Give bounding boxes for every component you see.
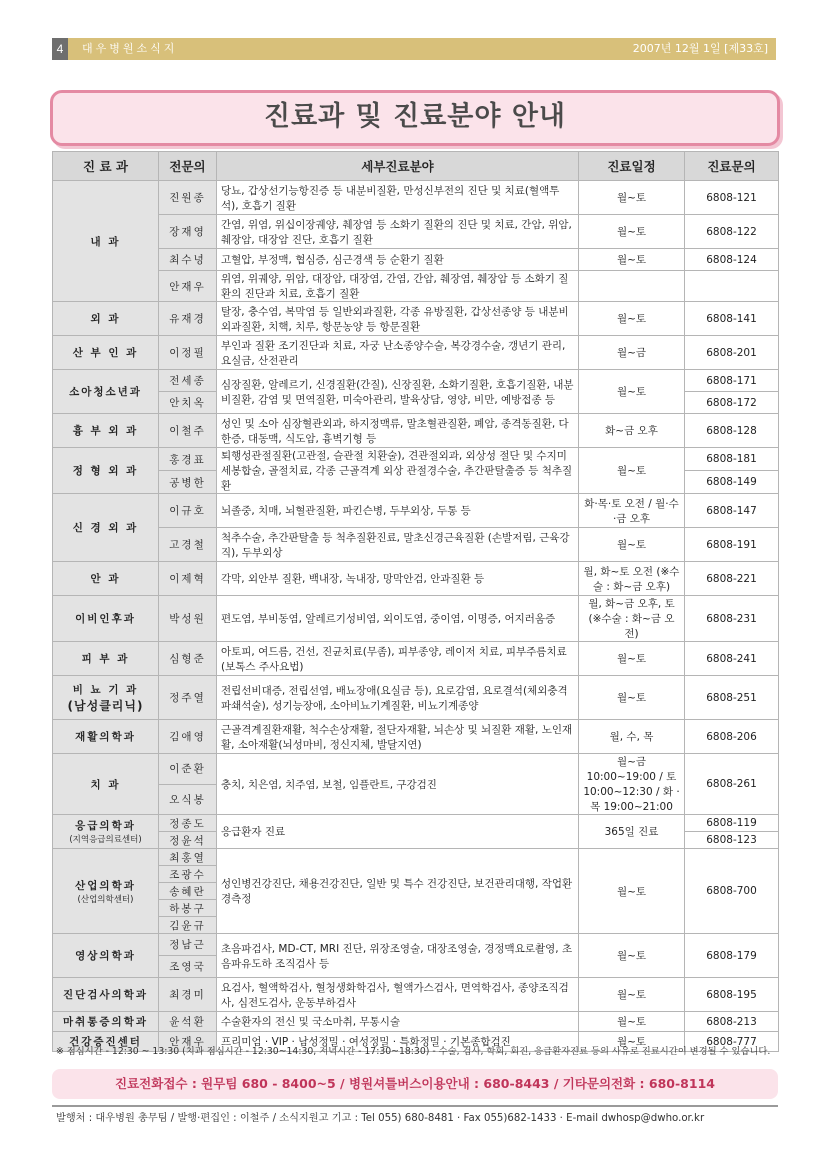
field-cell: 퇴행성관절질환(고관절, 슬관절 치환술), 견관절외과, 외상성 절단 및 수지미세봉합술, 골절치료, 각종 근골격계 외상 관절경수술, 추간판탈출증 등 척추질환 bbox=[217, 448, 579, 494]
phone-cell: 6808-206 bbox=[685, 720, 779, 754]
department-name bbox=[53, 336, 159, 370]
department-label: 치 과 bbox=[90, 778, 121, 791]
doctor-name: 안재우 bbox=[159, 1032, 217, 1052]
department-sublabel: (산업의학센터) bbox=[77, 894, 134, 905]
doctor-name: 정남근 bbox=[159, 934, 217, 956]
phone-cell: 6808-213 bbox=[685, 1012, 779, 1032]
header-doctor: 전문의 bbox=[159, 152, 217, 181]
field-cell: 편도염, 부비동염, 알레르기성비염, 외이도염, 중이염, 이명증, 어지러움증 bbox=[217, 596, 579, 642]
doctor-name: 조광수 bbox=[159, 866, 217, 883]
doctor-name: 안재우 bbox=[159, 271, 217, 302]
phone-cell: 6808-777 bbox=[685, 1032, 779, 1052]
doctor-name: 이정필 bbox=[159, 336, 217, 370]
schedule-cell: 월~토 bbox=[579, 370, 685, 414]
schedule-cell: 화~금 오후 bbox=[579, 414, 685, 448]
doctor-name: 공병한 bbox=[159, 471, 217, 494]
phone-cell: 6808-171 bbox=[685, 370, 779, 392]
page-title: 진료과 및 진료분야 안내 bbox=[263, 101, 567, 132]
phone-cell: 6808-122 bbox=[685, 215, 779, 249]
department-label: 피 부 과 bbox=[81, 653, 130, 665]
field-cell: 수술환자의 전신 및 국소마취, 무통시술 bbox=[217, 1012, 579, 1032]
schedule-cell: 월~토 bbox=[579, 642, 685, 676]
department-name bbox=[53, 642, 159, 676]
field-cell: 전립선비대증, 전립선염, 배뇨장애(요실금 등), 요로감염, 요로결석(체외충격파쇄석술), 성기능장애, 소아비뇨기계질환, 비뇨기계종양 bbox=[217, 676, 579, 720]
department-label: 진단검사의학과 bbox=[62, 989, 148, 1001]
schedule-cell: 월~토 bbox=[579, 1012, 685, 1032]
doctor-name: 송혜란 bbox=[159, 883, 217, 900]
doctor-name: 최홍열 bbox=[159, 849, 217, 866]
table-row bbox=[53, 302, 779, 336]
phone-cell: 6808-231 bbox=[685, 596, 779, 642]
field-cell: 요검사, 혈액학검사, 혈청생화학검사, 혈액가스검사, 면역학검사, 종양조직검사, 심전도검사, 운동부하검사 bbox=[217, 978, 579, 1012]
field-cell: 부인과 질환 조기진단과 치료, 자궁 난소종양수술, 복강경수술, 갱년기 관리, 요실금, 산전관리 bbox=[217, 336, 579, 370]
page-header bbox=[52, 38, 776, 60]
department-sublabel: (남성클리닉) bbox=[67, 698, 144, 713]
schedule-cell: 월, 화~금 오후, 토 (※수술 : 화~금 오전) bbox=[579, 596, 685, 642]
department-name bbox=[53, 494, 159, 562]
field-cell: 위염, 위궤양, 위암, 대장암, 대장염, 간염, 간암, 췌장염, 췌장암 등 소화기 질환의 진단과 치료, 호흡기 질환 bbox=[217, 271, 579, 302]
doctor-name: 박성원 bbox=[159, 596, 217, 642]
header-department: 진 료 과 bbox=[53, 152, 159, 181]
department-name bbox=[53, 448, 159, 494]
schedule-cell: 월~토 bbox=[579, 978, 685, 1012]
phone-cell: 6808-261 bbox=[685, 754, 779, 815]
department-label: 영상의학과 bbox=[75, 950, 136, 962]
publisher-footer: 발행처 : 대우병원 총무팀 / 발행·편집인 : 이철주 / 소식지원고 기고 : Tel 055) 680-8481 · Fax 055)682-1433 · E-mail dwhosp@dwho.or.kr bbox=[56, 1113, 705, 1124]
doctor-name: 김윤규 bbox=[159, 917, 217, 934]
table-row bbox=[53, 934, 779, 956]
phone-cell bbox=[685, 271, 779, 302]
field-cell: 초음파검사, MD-CT, MRI 진단, 위장조영술, 대장조영술, 경정맥요로촬영, 초음파유도하 조직검사 등 bbox=[217, 934, 579, 978]
department-name bbox=[53, 370, 159, 414]
doctor-name: 유재경 bbox=[159, 302, 217, 336]
doctor-name: 오식봉 bbox=[159, 784, 217, 815]
department-label: 응급의학과 bbox=[75, 820, 136, 832]
schedule-cell: 월~토 bbox=[579, 1032, 685, 1052]
doctor-name: 장재영 bbox=[159, 215, 217, 249]
doctor-name: 정윤석 bbox=[159, 832, 217, 849]
phone-cell: 6808-149 bbox=[685, 471, 779, 494]
table-row bbox=[53, 494, 779, 528]
schedule-cell: 월~토 bbox=[579, 302, 685, 336]
phone-cell: 6808-119 bbox=[685, 815, 779, 832]
schedule-cell: 월~토 bbox=[579, 215, 685, 249]
table-row bbox=[53, 271, 779, 302]
schedule-cell: 월~토 bbox=[579, 849, 685, 934]
phone-cell: 6808-201 bbox=[685, 336, 779, 370]
phone-cell: 6808-195 bbox=[685, 978, 779, 1012]
table-row bbox=[53, 720, 779, 754]
field-cell: 탈장, 충수염, 복막염 등 일반외과질환, 각종 유방질환, 갑상선종양 등 내분비외과질환, 치핵, 치루, 항문농양 등 항문질환 bbox=[217, 302, 579, 336]
field-cell: 충치, 치은염, 치주염, 보철, 임플란트, 구강검진 bbox=[217, 754, 579, 815]
table-row bbox=[53, 754, 779, 785]
department-name bbox=[53, 934, 159, 978]
department-sublabel: (지역응급의료센터) bbox=[69, 835, 142, 845]
doctor-name: 최수녕 bbox=[159, 249, 217, 271]
table-row bbox=[53, 1012, 779, 1032]
department-name bbox=[53, 302, 159, 336]
doctor-name: 이제혁 bbox=[159, 562, 217, 596]
schedule-cell: 월~토 bbox=[579, 249, 685, 271]
doctor-name: 김애영 bbox=[159, 720, 217, 754]
table-row bbox=[53, 249, 779, 271]
phone-cell: 6808-124 bbox=[685, 249, 779, 271]
table-row bbox=[53, 642, 779, 676]
department-label: 건강증진센터 bbox=[69, 1036, 142, 1048]
header-phone: 진료문의 bbox=[685, 152, 779, 181]
department-name bbox=[53, 815, 159, 849]
table-row bbox=[53, 596, 779, 642]
department-label: 안 과 bbox=[90, 573, 121, 585]
department-name bbox=[53, 1012, 159, 1032]
department-label: 재활의학과 bbox=[75, 731, 136, 743]
department-label: 외 과 bbox=[90, 313, 121, 325]
table-row bbox=[53, 815, 779, 832]
doctor-name: 이준환 bbox=[159, 754, 217, 785]
contact-bar: 진료전화접수 : 원무팀 680 - 8400~5 / 병원셔틀버스이용안내 : 680-8443 / 기타문의전화 : 680-8114 bbox=[52, 1069, 778, 1099]
phone-cell: 6808-179 bbox=[685, 934, 779, 978]
department-label: 마취통증의학과 bbox=[62, 1016, 148, 1028]
doctor-name: 홍경표 bbox=[159, 448, 217, 471]
phone-cell: 6808-141 bbox=[685, 302, 779, 336]
department-name bbox=[53, 414, 159, 448]
table-row bbox=[53, 181, 779, 215]
phone-cell: 6808-123 bbox=[685, 832, 779, 849]
department-name bbox=[53, 720, 159, 754]
field-cell: 성인병건강진단, 채용건강진단, 일반 및 특수 건강진단, 보건관리대행, 작업환경측정 bbox=[217, 849, 579, 934]
table-row bbox=[53, 370, 779, 392]
department-label: 소아청소년과 bbox=[69, 386, 142, 398]
table-header-row bbox=[53, 152, 779, 181]
field-cell: 응급환자 진료 bbox=[217, 815, 579, 849]
field-cell: 당뇨, 갑상선기능항진증 등 내분비질환, 만성신부전의 진단 및 치료(혈액투석), 호흡기 질환 bbox=[217, 181, 579, 215]
phone-cell: 6808-121 bbox=[685, 181, 779, 215]
phone-cell: 6808-128 bbox=[685, 414, 779, 448]
phone-cell: 6808-147 bbox=[685, 494, 779, 528]
department-name bbox=[53, 562, 159, 596]
department-label: 비 뇨 기 과 bbox=[72, 683, 139, 696]
doctor-name: 정종도 bbox=[159, 815, 217, 832]
department-name bbox=[53, 849, 159, 934]
schedule-cell: 월~토 bbox=[579, 676, 685, 720]
doctor-name: 심형준 bbox=[159, 642, 217, 676]
table-row bbox=[53, 448, 779, 471]
phone-cell: 6808-191 bbox=[685, 528, 779, 562]
doctor-name: 정주열 bbox=[159, 676, 217, 720]
field-cell: 각막, 외안부 질환, 백내장, 녹내장, 망막안검, 안과질환 등 bbox=[217, 562, 579, 596]
schedule-cell: 월~토 bbox=[579, 528, 685, 562]
phone-cell: 6808-181 bbox=[685, 448, 779, 471]
department-label: 신 경 외 과 bbox=[72, 522, 139, 534]
schedule-cell: 월, 수, 목 bbox=[579, 720, 685, 754]
doctor-name: 하봉구 bbox=[159, 900, 217, 917]
department-label: 산업의학과 bbox=[75, 879, 136, 892]
title-box bbox=[50, 90, 780, 146]
table-row bbox=[53, 336, 779, 370]
phone-cell: 6808-241 bbox=[685, 642, 779, 676]
doctor-name: 윤석환 bbox=[159, 1012, 217, 1032]
header-schedule: 진료일정 bbox=[579, 152, 685, 181]
schedule-cell bbox=[579, 271, 685, 302]
department-label: 산 부 인 과 bbox=[72, 347, 139, 359]
schedule-cell: 화·목·토 오전 / 월·수·금 오후 bbox=[579, 494, 685, 528]
field-cell: 근골격계질환재활, 척수손상재활, 절단자재활, 뇌손상 및 뇌질환 재활, 노인재활, 소아재활(뇌성마비, 정신지체, 발달지연) bbox=[217, 720, 579, 754]
schedule-cell: 월~금 bbox=[579, 336, 685, 370]
doctor-name: 최경미 bbox=[159, 978, 217, 1012]
schedule-cell: 월~토 bbox=[579, 934, 685, 978]
department-label: 이비인후과 bbox=[75, 613, 136, 625]
page-number: 4 bbox=[52, 38, 68, 60]
schedule-cell: 월~토 bbox=[579, 181, 685, 215]
table-row bbox=[53, 562, 779, 596]
department-name bbox=[53, 754, 159, 815]
field-cell: 아토피, 여드름, 건선, 진균치료(무좀), 피부종양, 레이저 치료, 피부주름치료(보톡스 주사요법) bbox=[217, 642, 579, 676]
header-field: 세부진료분야 bbox=[217, 152, 579, 181]
table-row bbox=[53, 528, 779, 562]
field-cell: 간염, 위염, 위십이장궤양, 췌장염 등 소화기 질환의 진단 및 치료, 간암, 위암, 췌장암, 대장암 진단, 호흡기 질환 bbox=[217, 215, 579, 249]
schedule-cell: 월~금 10:00~19:00 / 토 10:00~12:30 / 화 · 목 19:00~21:00 bbox=[579, 754, 685, 815]
schedule-cell: 365일 진료 bbox=[579, 815, 685, 849]
department-label: 내 과 bbox=[90, 235, 121, 248]
department-name bbox=[53, 676, 159, 720]
department-name bbox=[53, 181, 159, 302]
doctor-name: 이철주 bbox=[159, 414, 217, 448]
doctor-name: 조영국 bbox=[159, 956, 217, 978]
field-cell: 성인 및 소아 심장혈관외과, 하지정맥류, 말초혈관질환, 폐암, 종격동질환, 다한증, 대동맥, 식도암, 흉벽기형 등 bbox=[217, 414, 579, 448]
schedule-cell: 월~토 bbox=[579, 448, 685, 494]
department-name bbox=[53, 596, 159, 642]
field-cell: 고혈압, 부정맥, 협심증, 심근경색 등 순환기 질환 bbox=[217, 249, 579, 271]
schedule-cell: 월, 화~토 오전 (※수술 : 화~금 오후) bbox=[579, 562, 685, 596]
department-name bbox=[53, 978, 159, 1012]
phone-cell: 6808-172 bbox=[685, 392, 779, 414]
department-table bbox=[52, 151, 779, 1052]
doctor-name: 이규호 bbox=[159, 494, 217, 528]
phone-cell: 6808-221 bbox=[685, 562, 779, 596]
phone-cell: 6808-700 bbox=[685, 849, 779, 934]
phone-cell: 6808-251 bbox=[685, 676, 779, 720]
table-row bbox=[53, 215, 779, 249]
doctor-name: 진원종 bbox=[159, 181, 217, 215]
department-label: 흉 부 외 과 bbox=[72, 425, 139, 437]
doctor-name: 전세종 bbox=[159, 370, 217, 392]
newsletter-name: 대우병원소식지 bbox=[82, 42, 178, 55]
table-row bbox=[53, 978, 779, 1012]
table-row bbox=[53, 414, 779, 448]
department-label: 정 형 외 과 bbox=[72, 465, 139, 477]
doctor-name: 고경철 bbox=[159, 528, 217, 562]
issue-date: 2007년 12월 1일 [제33호] bbox=[632, 42, 768, 55]
field-cell: 프리미엄 · VIP · 남성정밀 · 여성정밀 · 특화정밀 · 기본종합검진 bbox=[217, 1032, 579, 1052]
footnote: ※ 점심시간 - 12:30 ~ 13:30 (치과 점심시간 - 12:30~14:30, 저녁시간 - 17:30~18:30) - 수술, 검사, 학회, 회진, 응급환자진료 등의 사유로 진료시간이 변경될 수 있습니다. bbox=[56, 1046, 771, 1057]
table-row bbox=[53, 676, 779, 720]
divider bbox=[52, 1105, 778, 1107]
field-cell: 심장질환, 알레르기, 신경질환(간질), 신장질환, 소화기질환, 호흡기질환, 내분비질환, 감염 및 면역질환, 미숙아관리, 발육상담, 영양, 비만, 예방접종 등 bbox=[217, 370, 579, 414]
field-cell: 뇌졸중, 치매, 뇌혈관질환, 파킨슨병, 두부외상, 두통 등 bbox=[217, 494, 579, 528]
doctor-name: 안치옥 bbox=[159, 392, 217, 414]
field-cell: 척추수술, 추간판탈출 등 척추질환진료, 말초신경근육질환 (손발저림, 근육강직), 두부외상 bbox=[217, 528, 579, 562]
table-row bbox=[53, 849, 779, 866]
